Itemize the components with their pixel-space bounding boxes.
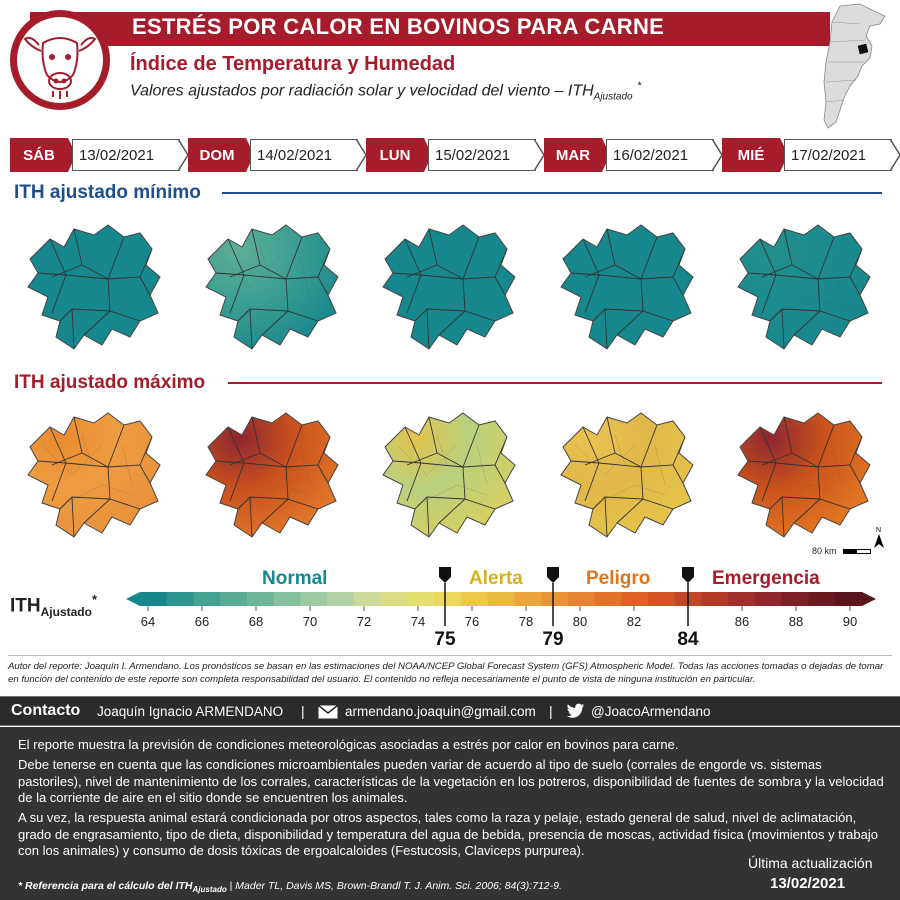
scale-swatch xyxy=(648,592,675,606)
scale-swatch xyxy=(568,592,595,606)
day-tab-sab[interactable] xyxy=(10,138,186,172)
mail-icon xyxy=(318,705,338,719)
day-name: SÁB xyxy=(10,138,68,172)
tick-label: 68 xyxy=(248,614,264,629)
contact-separator: | xyxy=(301,703,305,719)
twitter-icon xyxy=(566,703,585,720)
section-title-min: ITH ajustado mínimo xyxy=(14,182,201,203)
day-tab-mar[interactable] xyxy=(544,138,720,172)
reference: * Referencia para el cálculo del $ITH_{Ajustado}$ | Mader TL, Davis MS, Brown-Brandl T. J. Anim. Sci. 2006; 84(3):712-9. xyxy=(18,880,562,895)
page-subtitle: Índice de Temperatura y Humedad xyxy=(130,53,456,75)
ith-min-map-3 xyxy=(545,212,705,362)
ith-min-map-2 xyxy=(367,212,527,362)
ith-min-map-0 xyxy=(12,212,172,362)
north-label: N xyxy=(876,527,882,534)
page-subtitle-2: Valores ajustados por radiación solar y velocidad del viento – $ITH_{Ajustado}$ * xyxy=(130,80,642,103)
scale-swatch xyxy=(702,592,729,606)
ith-max-map-4 xyxy=(722,400,882,550)
threshold-marker xyxy=(682,567,694,583)
tick-label: 76 xyxy=(464,614,480,629)
threshold-marker xyxy=(439,567,451,583)
scale-swatch xyxy=(220,592,247,606)
north-arrow-icon xyxy=(872,524,886,550)
day-tab-mie[interactable] xyxy=(722,138,898,172)
day-name: MIÉ xyxy=(722,138,780,172)
scale-swatch xyxy=(728,592,755,606)
scale-swatch xyxy=(300,592,327,606)
last-updated-label: Última actualización xyxy=(748,855,873,871)
tick-label: 80 xyxy=(572,614,588,629)
scale-swatch xyxy=(167,592,194,606)
scale-swatch xyxy=(621,592,648,606)
tick-label: 78 xyxy=(518,614,534,629)
scale-swatch xyxy=(407,592,434,606)
last-updated-date: 13/02/2021 xyxy=(770,875,846,892)
legend-title: $ITH_{Ajustado}^*$ xyxy=(10,592,98,620)
day-date: 17/02/2021 xyxy=(784,139,892,171)
tick-label: 64 xyxy=(140,614,156,629)
ith-min-map-4 xyxy=(722,212,882,362)
info-paragraph: A su vez, la respuesta animal estará condicionada por otros aspectos, tales como la raza y pelaje, estado general de salud, nivel de aclimatación, grado de engrasamiento, tipo de dieta, disponibilidad y temperatura del agua de bebida, presencia de moscas, actividad física (movimientos y trabajo con los animales) y consumo de dosis tóxicas de ergoalcaloides (Festucosis, Claviceps purpurea). xyxy=(18,810,878,858)
day-tab-dom[interactable] xyxy=(188,138,364,172)
tick-label: 74 xyxy=(410,614,426,629)
contact-label: Contacto xyxy=(11,702,81,719)
day-name: DOM xyxy=(188,138,246,172)
tick-label: 70 xyxy=(302,614,318,629)
category-alerta: Alerta xyxy=(469,568,523,589)
argentina-locator-map xyxy=(800,2,895,130)
scale-swatch xyxy=(461,592,488,606)
info-panel xyxy=(0,727,900,900)
day-date: 13/02/2021 xyxy=(72,139,180,171)
tick-label: 90 xyxy=(842,614,858,629)
scale-swatch xyxy=(835,592,862,606)
tick-label: 72 xyxy=(356,614,372,629)
ith-max-map-0 xyxy=(12,400,172,550)
day-tab-lun[interactable] xyxy=(366,138,542,172)
category-peligro: Peligro xyxy=(586,568,651,589)
color-scale xyxy=(0,560,900,660)
contact-email-link[interactable]: armendano.joaquin@gmail.com xyxy=(345,704,536,719)
contact-twitter-link[interactable]: @JoacoArmendano xyxy=(591,704,711,719)
section-divider xyxy=(228,382,882,384)
scale-swatch xyxy=(327,592,354,606)
ith-min-map-1 xyxy=(190,212,350,362)
scale-bar xyxy=(843,549,871,554)
threshold-label: 79 xyxy=(542,629,564,650)
scale-swatch xyxy=(514,592,541,606)
scale-left-cap xyxy=(126,592,140,606)
tick-label: 66 xyxy=(194,614,210,629)
scale-swatch xyxy=(434,592,461,606)
tick-label: 82 xyxy=(626,614,642,629)
scale-swatch xyxy=(755,592,782,606)
day-tabs xyxy=(10,138,890,172)
tick-label: 86 xyxy=(734,614,750,629)
section-title-max: ITH ajustado máximo xyxy=(14,372,206,393)
scale-swatch xyxy=(488,592,515,606)
separator xyxy=(8,655,892,656)
day-name: LUN xyxy=(366,138,424,172)
scale-swatch xyxy=(541,592,568,606)
day-date: 16/02/2021 xyxy=(606,139,714,171)
day-date: 14/02/2021 xyxy=(250,139,358,171)
chevron-right-icon xyxy=(890,139,900,171)
scale-right-cap xyxy=(862,592,876,606)
day-date: 15/02/2021 xyxy=(428,139,536,171)
info-paragraph: Debe tenerse en cuenta que las condiciones microambientales pueden variar de acuerdo al tipo de suelo (corrales de engorde vs. sistemas pastoriles), nivel de mantenimiento de los corrales, características de la vegetación en los potreros, disponibilidad de fuentes de sombra y la velocidad de la corriente de aire en el sitio donde se encuentren los animales. xyxy=(18,757,884,805)
scale-swatch xyxy=(354,592,381,606)
contact-name: Joaquín Ignacio ARMENDANO xyxy=(97,704,284,719)
contact-band xyxy=(0,696,900,726)
scale-swatch xyxy=(193,592,220,606)
scale-swatch xyxy=(595,592,622,606)
scale-swatch xyxy=(247,592,274,606)
contact-separator: | xyxy=(549,703,553,719)
info-paragraph: El reporte muestra la previsión de condiciones meteorológicas asociadas a estrés por calor en bovinos para carne. xyxy=(18,737,679,752)
cow-icon xyxy=(17,17,103,103)
category-normal: Normal xyxy=(262,568,328,589)
threshold-label: 75 xyxy=(434,629,456,650)
ith-max-map-3 xyxy=(545,400,705,550)
tick-label: 88 xyxy=(788,614,804,629)
scale-swatch xyxy=(381,592,408,606)
category-emergencia: Emergencia xyxy=(712,568,820,589)
threshold-marker xyxy=(547,567,559,583)
scale-swatch xyxy=(782,592,809,606)
disclaimer: Autor del reporte: Joaquín I. Armendano. Los pronósticos se basan en las estimaciones del NOAA/NCEP Global Forecast System (GFS) Atmospheric Model. Todas las acciones tomadas o dejadas de tomar en función del contenido de este reporte son completa responsabilidad del usuario. El contenido no refleja necesariamente el punto de vista de ninguna institución en particular. xyxy=(8,661,884,685)
section-divider xyxy=(222,192,882,194)
report-title: ESTRÉS POR CALOR EN BOVINOS PARA CARNE xyxy=(132,14,665,39)
threshold-label: 84 xyxy=(677,629,699,650)
ith-max-map-1 xyxy=(190,400,350,550)
day-name: MAR xyxy=(544,138,602,172)
ith-max-map-2 xyxy=(367,400,527,550)
scale-label: 80 km xyxy=(812,546,837,556)
scale-swatch xyxy=(140,592,167,606)
scale-swatch xyxy=(809,592,836,606)
scale-swatch xyxy=(274,592,301,606)
